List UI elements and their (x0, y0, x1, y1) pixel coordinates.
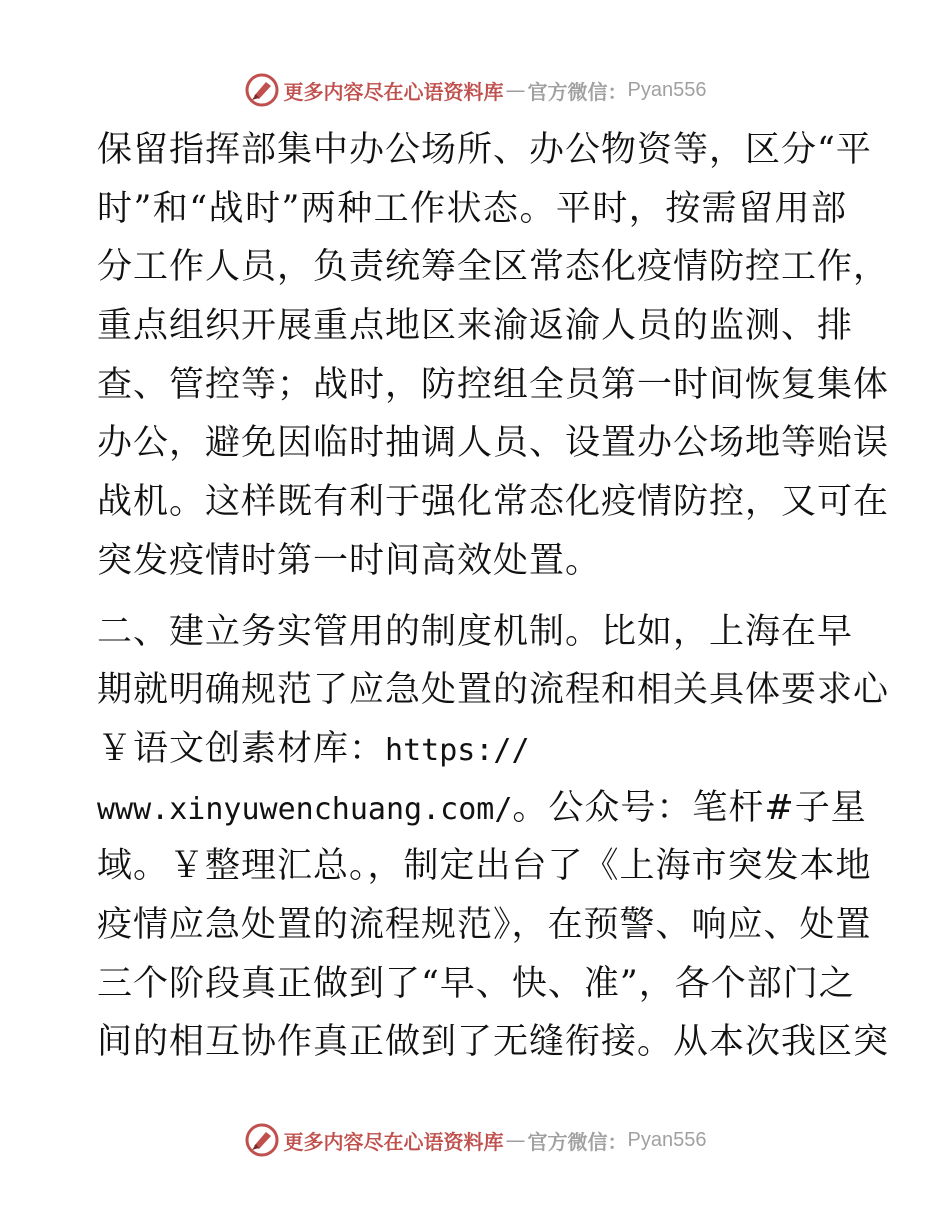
source-url-part1: https:// (385, 732, 530, 768)
text-line: 突发疫情时第一时间高效处置。 (97, 540, 602, 581)
watermark-site-text: 更多内容尽在心语资料库 (283, 79, 504, 104)
text-line: 保留指挥部集中办公场所、办公物资等，区分“平 (97, 130, 872, 170)
footer-watermark (0, 1118, 950, 1162)
logo-icon (244, 72, 280, 108)
text-line: 期就明确规范了应急处置的流程和相关具体要求心 (97, 670, 890, 711)
watermark-wechat-label: 官方微信： (527, 1129, 628, 1154)
text-line: 重点组织开展重点地区来渝返渝人员的监测、排 (97, 306, 854, 347)
paragraph-2 (97, 603, 890, 1073)
text-line: 战机。这样既有利于强化常态化疫情防控，又可在 (97, 482, 890, 523)
wechat-account-text: 。公众号：笔杆#子星 (512, 787, 867, 828)
paragraph-1 (97, 121, 890, 591)
document-body (97, 121, 890, 1072)
watermark-site-text: 更多内容尽在心语资料库 (283, 1129, 504, 1154)
text-line: 时”和“战时”两种工作状态。平时，按需留用部 (97, 188, 847, 229)
logo-icon (244, 1122, 280, 1158)
text-line: 间的相互协作真正做到了无缝衔接。从本次我区突 (97, 1022, 890, 1063)
text-line: 疫情应急处置的流程规范》，在预警、响应、处置 (97, 904, 872, 945)
watermark-wechat-id: Pyan556 (627, 78, 707, 101)
text-line: 分工作人员，负责统筹全区常态化疫情防控工作， (97, 247, 890, 288)
watermark-wechat-label: 官方微信： (527, 79, 628, 104)
text-line: 查、管控等；战时，防控组全员第一时间恢复集体 (97, 364, 890, 405)
source-url-part2: www.xinyuwenchuang.com/ (97, 791, 513, 827)
text-line: 办公，避免因临时抽调人员、设置办公场地等贻误 (97, 423, 890, 464)
header-watermark (0, 68, 950, 112)
watermark-dash: — (505, 1128, 526, 1152)
watermark-wechat-id: Pyan556 (627, 1128, 707, 1151)
text-line: 三个阶段真正做到了“早、快、准”，各个部门之 (97, 963, 855, 1004)
text-line (97, 779, 867, 838)
watermark-dash: — (505, 78, 526, 102)
text-line: 二、建立务实管用的制度机制。比如，上海在早 (97, 611, 854, 652)
text-line (97, 720, 857, 779)
text-line: 域。￥整理汇总。，制定出台了《上海市突发本地 (97, 846, 872, 887)
source-label: ￥语文创素材库： (97, 728, 386, 769)
